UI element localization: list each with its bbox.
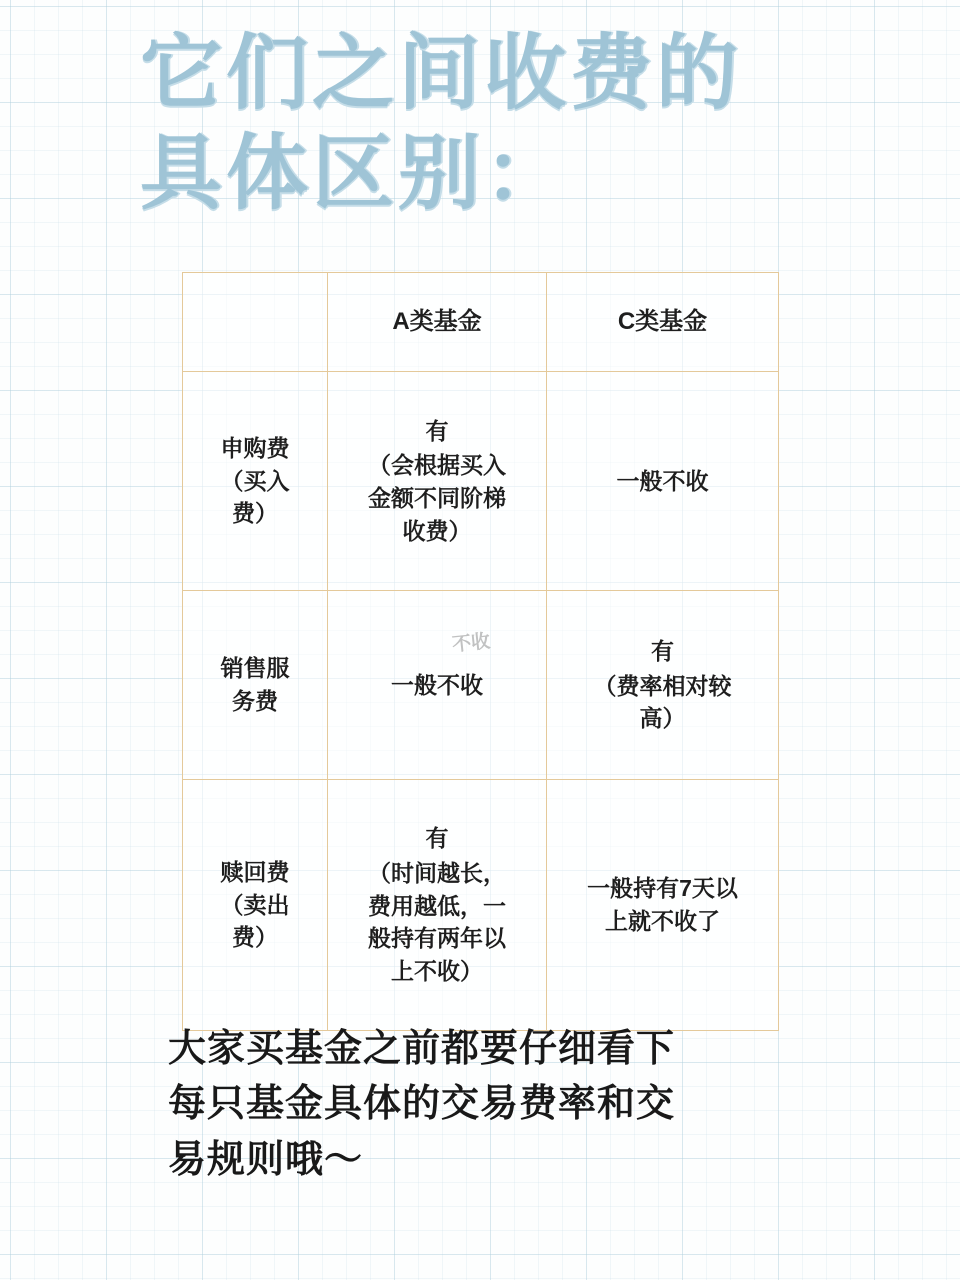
table-header-blank	[183, 273, 328, 372]
footer-note-line-3: 易规则哦～	[168, 1138, 364, 1181]
table-row	[183, 372, 779, 591]
table-header-row	[183, 273, 779, 372]
cell-sales-service-fee-a: 一般不收	[328, 591, 547, 780]
cell-subscription-fee-a: 有 （会根据买入 金额不同阶梯 收费）	[328, 372, 547, 591]
fee-comparison-table	[182, 272, 779, 1031]
footer-note	[168, 1022, 808, 1188]
cell-redemption-fee-a: 有 （时间越长， 费用越低，一 般持有两年以 上不收）	[328, 780, 547, 1031]
table-header-fund-c: C类基金	[547, 273, 779, 372]
table-header-fund-a: A类基金	[328, 273, 547, 372]
row-label-sales-service-fee: 销售服 务费	[183, 591, 328, 780]
table-row	[183, 591, 779, 780]
cell-sales-service-fee-c: 有 （费率相对较 高）	[547, 591, 779, 780]
table-row	[183, 780, 779, 1031]
footer-note-line-1: 大家买基金之前都要仔细看下	[168, 1028, 676, 1070]
row-label-redemption-fee: 赎回费 （卖出 费）	[183, 780, 328, 1031]
stray-ink-mark: 不收	[451, 631, 492, 656]
cell-redemption-fee-c: 一般持有7天以 上就不收了	[547, 780, 779, 1031]
row-label-subscription-fee: 申购费 （买入 费）	[183, 372, 328, 591]
page-title	[140, 24, 840, 224]
cell-subscription-fee-c: 一般不收	[547, 372, 779, 591]
page-title-line-1: 它们之间收费的	[140, 28, 743, 119]
footer-note-line-2: 每只基金具体的交易费率和交	[168, 1083, 676, 1126]
page-title-line-2: 具体区别：	[140, 128, 571, 220]
